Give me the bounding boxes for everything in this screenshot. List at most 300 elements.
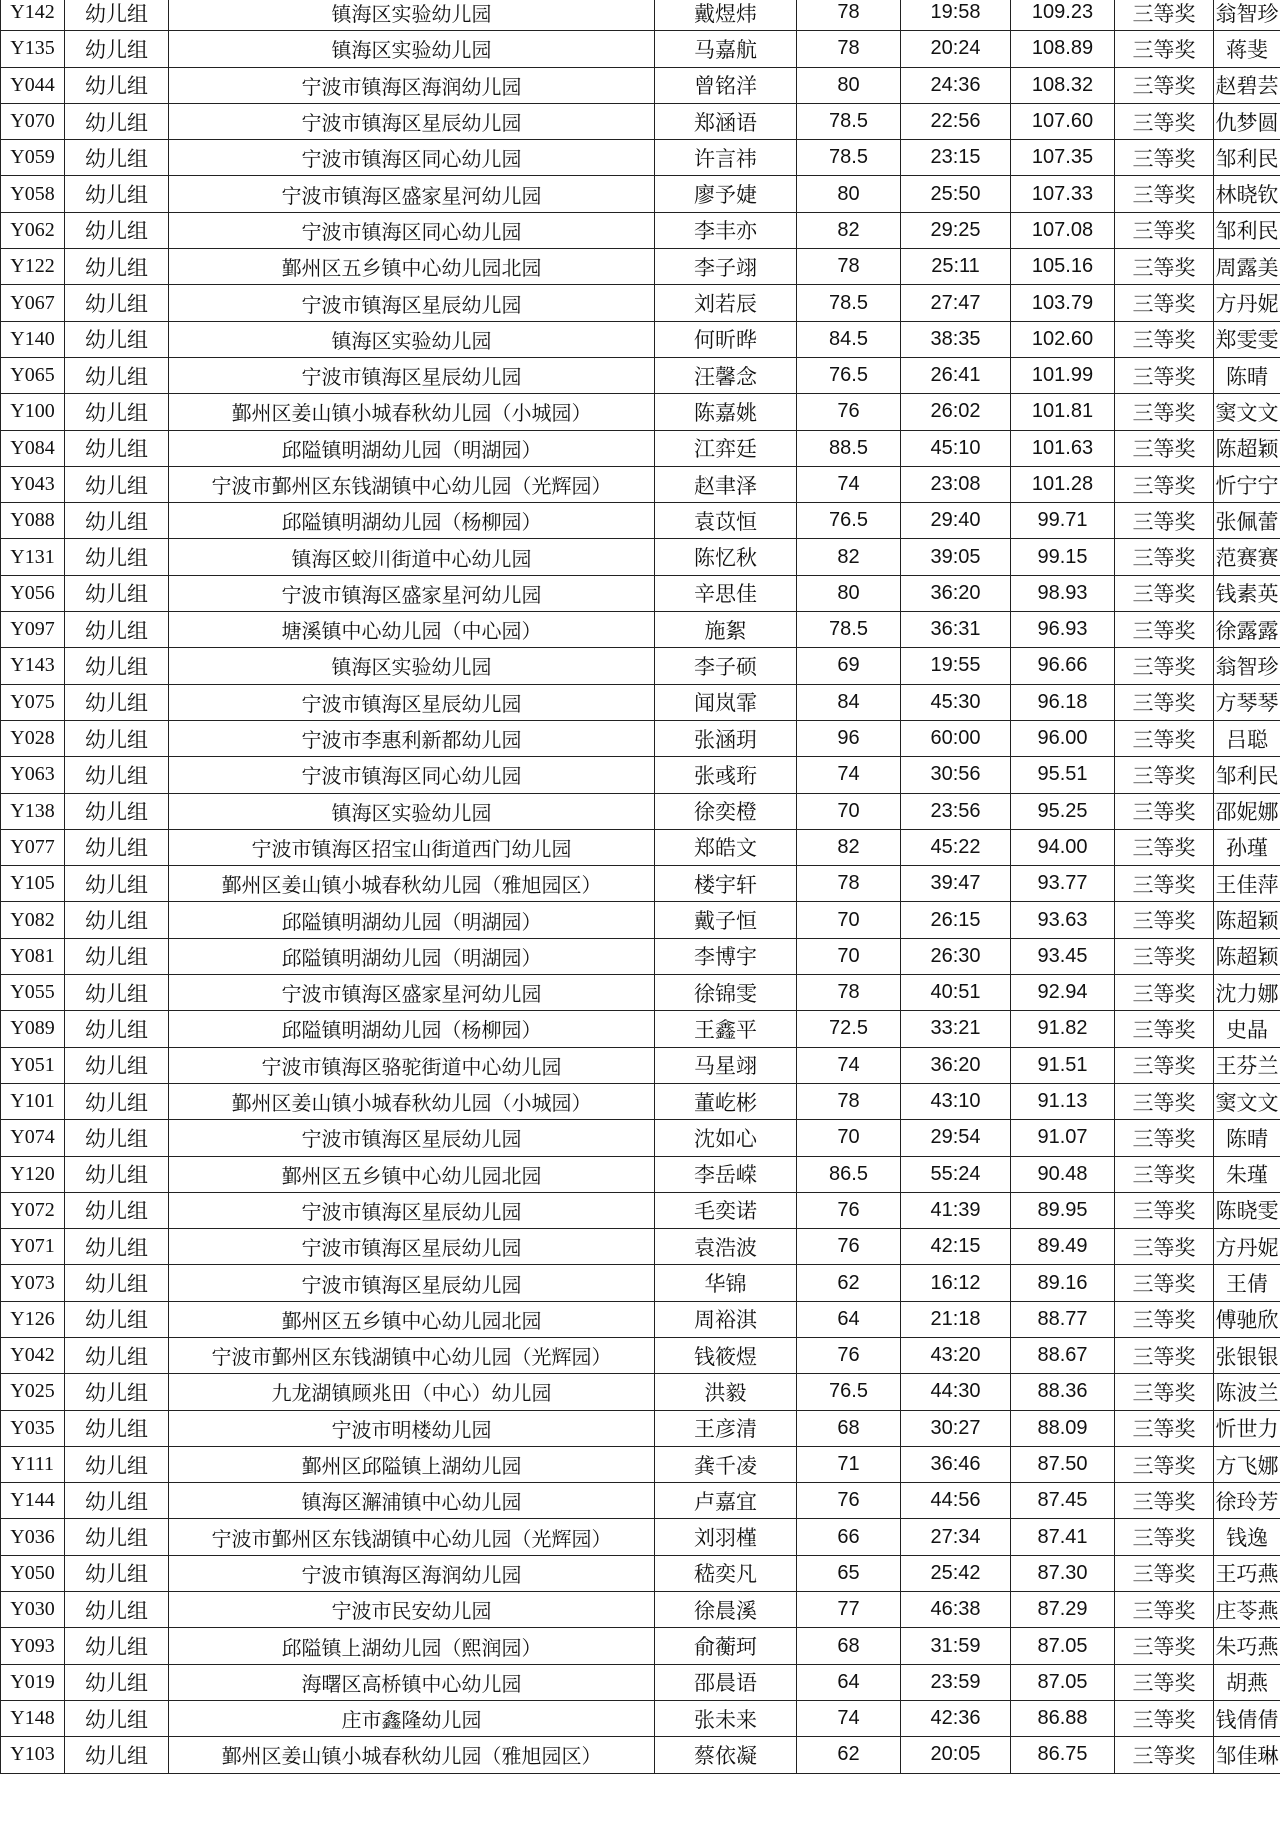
cell-name: 曾铭洋 <box>655 67 797 103</box>
cell-id: Y120 <box>1 1156 65 1192</box>
cell-id: Y135 <box>1 31 65 67</box>
cell-id: Y077 <box>1 829 65 865</box>
cell-group: 幼儿组 <box>65 757 169 793</box>
cell-teacher: 陈波兰 <box>1214 1374 1280 1410</box>
cell-school: 鄞州区姜山镇小城春秋幼儿园（小城园） <box>169 1083 655 1119</box>
cell-teacher: 钱逸 <box>1214 1519 1280 1555</box>
cell-school: 宁波市镇海区盛家星河幼儿园 <box>169 975 655 1011</box>
cell-name: 华锦 <box>655 1265 797 1301</box>
cell-group: 幼儿组 <box>65 793 169 829</box>
cell-group: 幼儿组 <box>65 1156 169 1192</box>
cell-group: 幼儿组 <box>65 1337 169 1373</box>
cell-school: 宁波市镇海区骆驼街道中心幼儿园 <box>169 1047 655 1083</box>
cell-id: Y088 <box>1 503 65 539</box>
cell-award: 三等奖 <box>1115 212 1214 248</box>
table-row <box>1 938 1280 974</box>
cell-group: 幼儿组 <box>65 1083 169 1119</box>
cell-total: 108.89 <box>1011 31 1115 67</box>
cell-total: 95.25 <box>1011 793 1115 829</box>
cell-total: 93.77 <box>1011 866 1115 902</box>
cell-teacher: 王倩 <box>1214 1265 1280 1301</box>
cell-total: 91.82 <box>1011 1011 1115 1047</box>
cell-teacher: 忻世力 <box>1214 1410 1280 1446</box>
cell-teacher: 钱素英 <box>1214 575 1280 611</box>
cell-name: 董屹彬 <box>655 1083 797 1119</box>
cell-group: 幼儿组 <box>65 466 169 502</box>
table-row <box>1 1265 1280 1301</box>
table-row <box>1 394 1280 430</box>
cell-teacher: 胡燕 <box>1214 1664 1280 1700</box>
cell-award: 三等奖 <box>1115 612 1214 648</box>
cell-id: Y140 <box>1 321 65 357</box>
cell-id: Y089 <box>1 1011 65 1047</box>
table-row <box>1 575 1280 611</box>
cell-time: 46:38 <box>901 1592 1011 1628</box>
cell-award: 三等奖 <box>1115 1592 1214 1628</box>
cell-total: 96.66 <box>1011 648 1115 684</box>
table-row <box>1 1700 1280 1736</box>
cell-score: 64 <box>797 1664 901 1700</box>
cell-score: 76.5 <box>797 357 901 393</box>
cell-time: 36:31 <box>901 612 1011 648</box>
cell-total: 101.99 <box>1011 357 1115 393</box>
cell-name: 李子硕 <box>655 648 797 684</box>
cell-id: Y097 <box>1 612 65 648</box>
cell-name: 马星翊 <box>655 1047 797 1083</box>
cell-award: 三等奖 <box>1115 1229 1214 1265</box>
cell-total: 87.45 <box>1011 1483 1115 1519</box>
table-row <box>1 357 1280 393</box>
cell-id: Y148 <box>1 1700 65 1736</box>
cell-school: 镇海区实验幼儿园 <box>169 793 655 829</box>
cell-total: 96.93 <box>1011 612 1115 648</box>
cell-time: 44:56 <box>901 1483 1011 1519</box>
cell-score: 86.5 <box>797 1156 901 1192</box>
cell-group: 幼儿组 <box>65 539 169 575</box>
table-row <box>1 1592 1280 1628</box>
cell-time: 27:34 <box>901 1519 1011 1555</box>
cell-teacher: 仇梦圆 <box>1214 103 1280 139</box>
cell-group: 幼儿组 <box>65 249 169 285</box>
cell-name: 洪毅 <box>655 1374 797 1410</box>
cell-name: 马嘉航 <box>655 31 797 67</box>
cell-school: 宁波市镇海区同心幼儿园 <box>169 757 655 793</box>
cell-total: 90.48 <box>1011 1156 1115 1192</box>
table-row <box>1 902 1280 938</box>
table-row <box>1 1337 1280 1373</box>
cell-group: 幼儿组 <box>65 612 169 648</box>
cell-id: Y051 <box>1 1047 65 1083</box>
cell-id: Y111 <box>1 1446 65 1482</box>
cell-name: 毛奕诺 <box>655 1192 797 1228</box>
cell-time: 30:56 <box>901 757 1011 793</box>
cell-teacher: 方丹妮 <box>1214 285 1280 321</box>
cell-teacher: 孙瑾 <box>1214 829 1280 865</box>
cell-total: 93.45 <box>1011 938 1115 974</box>
cell-school: 塘溪镇中心幼儿园（中心园） <box>169 612 655 648</box>
cell-teacher: 徐露露 <box>1214 612 1280 648</box>
cell-group: 幼儿组 <box>65 1555 169 1591</box>
cell-teacher: 王巧燕 <box>1214 1555 1280 1591</box>
table-row <box>1 1664 1280 1700</box>
cell-teacher: 郑雯雯 <box>1214 321 1280 357</box>
cell-id: Y082 <box>1 902 65 938</box>
cell-name: 周裕淇 <box>655 1301 797 1337</box>
cell-group: 幼儿组 <box>65 1011 169 1047</box>
cell-id: Y081 <box>1 938 65 974</box>
cell-total: 91.51 <box>1011 1047 1115 1083</box>
cell-score: 68 <box>797 1410 901 1446</box>
cell-score: 80 <box>797 176 901 212</box>
table-row <box>1 103 1280 139</box>
cell-score: 78 <box>797 1083 901 1119</box>
cell-teacher: 方飞娜 <box>1214 1446 1280 1482</box>
cell-name: 邵晨语 <box>655 1664 797 1700</box>
cell-teacher: 徐玲芳 <box>1214 1483 1280 1519</box>
cell-teacher: 邹佳琳 <box>1214 1737 1280 1773</box>
cell-school: 宁波市镇海区海润幼儿园 <box>169 67 655 103</box>
cell-total: 92.94 <box>1011 975 1115 1011</box>
cell-award: 三等奖 <box>1115 1011 1214 1047</box>
cell-name: 龚千凌 <box>655 1446 797 1482</box>
table-row <box>1 466 1280 502</box>
cell-time: 20:05 <box>901 1737 1011 1773</box>
cell-teacher: 方丹妮 <box>1214 1229 1280 1265</box>
cell-school: 宁波市鄞州区东钱湖镇中心幼儿园（光辉园） <box>169 1337 655 1373</box>
cell-award: 三等奖 <box>1115 648 1214 684</box>
cell-group: 幼儿组 <box>65 140 169 176</box>
cell-score: 65 <box>797 1555 901 1591</box>
cell-teacher: 张佩蕾 <box>1214 503 1280 539</box>
cell-score: 71 <box>797 1446 901 1482</box>
table-row <box>1 866 1280 902</box>
cell-score: 76.5 <box>797 503 901 539</box>
cell-school: 鄞州区五乡镇中心幼儿园北园 <box>169 1156 655 1192</box>
cell-total: 107.08 <box>1011 212 1115 248</box>
cell-award: 三等奖 <box>1115 539 1214 575</box>
cell-total: 86.88 <box>1011 1700 1115 1736</box>
cell-score: 76 <box>797 1483 901 1519</box>
cell-score: 76.5 <box>797 1374 901 1410</box>
cell-school: 宁波市镇海区星辰幼儿园 <box>169 1120 655 1156</box>
cell-total: 103.79 <box>1011 285 1115 321</box>
cell-score: 62 <box>797 1737 901 1773</box>
cell-school: 宁波市镇海区星辰幼儿园 <box>169 285 655 321</box>
cell-school: 宁波市镇海区星辰幼儿园 <box>169 357 655 393</box>
cell-teacher: 陈超颖 <box>1214 902 1280 938</box>
cell-total: 96.00 <box>1011 720 1115 756</box>
cell-award: 三等奖 <box>1115 829 1214 865</box>
cell-group: 幼儿组 <box>65 321 169 357</box>
cell-score: 78 <box>797 249 901 285</box>
cell-score: 78 <box>797 31 901 67</box>
table-row <box>1 539 1280 575</box>
table-row <box>1 612 1280 648</box>
cell-time: 26:15 <box>901 902 1011 938</box>
cell-teacher: 范赛赛 <box>1214 539 1280 575</box>
cell-award: 三等奖 <box>1115 1483 1214 1519</box>
cell-total: 87.50 <box>1011 1446 1115 1482</box>
cell-group: 幼儿组 <box>65 1664 169 1700</box>
cell-name: 俞蘅珂 <box>655 1628 797 1664</box>
cell-id: Y030 <box>1 1592 65 1628</box>
cell-name: 张彧珩 <box>655 757 797 793</box>
cell-school: 邱隘镇明湖幼儿园（明湖园） <box>169 430 655 466</box>
cell-group: 幼儿组 <box>65 975 169 1011</box>
cell-total: 86.75 <box>1011 1737 1115 1773</box>
cell-score: 76 <box>797 1192 901 1228</box>
cell-time: 33:21 <box>901 1011 1011 1047</box>
cell-school: 宁波市民安幼儿园 <box>169 1592 655 1628</box>
cell-time: 36:46 <box>901 1446 1011 1482</box>
cell-total: 101.63 <box>1011 430 1115 466</box>
cell-name: 陈忆秋 <box>655 539 797 575</box>
cell-teacher: 邹利民 <box>1214 140 1280 176</box>
cell-teacher: 翁智珍 <box>1214 0 1280 31</box>
cell-award: 三等奖 <box>1115 1519 1214 1555</box>
cell-time: 40:51 <box>901 975 1011 1011</box>
cell-award: 三等奖 <box>1115 1700 1214 1736</box>
cell-group: 幼儿组 <box>65 0 169 31</box>
table-row <box>1 140 1280 176</box>
cell-total: 101.28 <box>1011 466 1115 502</box>
cell-award: 三等奖 <box>1115 575 1214 611</box>
cell-id: Y044 <box>1 67 65 103</box>
cell-group: 幼儿组 <box>65 1737 169 1773</box>
cell-teacher: 陈晴 <box>1214 357 1280 393</box>
cell-name: 何昕晔 <box>655 321 797 357</box>
cell-name: 袁浩波 <box>655 1229 797 1265</box>
cell-time: 27:47 <box>901 285 1011 321</box>
table-row <box>1 285 1280 321</box>
cell-id: Y093 <box>1 1628 65 1664</box>
cell-award: 三等奖 <box>1115 793 1214 829</box>
cell-time: 30:27 <box>901 1410 1011 1446</box>
cell-school: 鄞州区姜山镇小城春秋幼儿园（雅旭园区） <box>169 1737 655 1773</box>
cell-award: 三等奖 <box>1115 975 1214 1011</box>
cell-award: 三等奖 <box>1115 1265 1214 1301</box>
cell-name: 徐锦雯 <box>655 975 797 1011</box>
cell-teacher: 陈超颖 <box>1214 430 1280 466</box>
cell-time: 45:22 <box>901 829 1011 865</box>
table-row <box>1 1229 1280 1265</box>
cell-teacher: 林晓钦 <box>1214 176 1280 212</box>
cell-group: 幼儿组 <box>65 1265 169 1301</box>
cell-time: 22:56 <box>901 103 1011 139</box>
cell-id: Y058 <box>1 176 65 212</box>
cell-name: 闻岚霏 <box>655 684 797 720</box>
cell-teacher: 邵妮娜 <box>1214 793 1280 829</box>
cell-teacher: 忻宁宁 <box>1214 466 1280 502</box>
cell-id: Y036 <box>1 1519 65 1555</box>
cell-award: 三等奖 <box>1115 1446 1214 1482</box>
cell-school: 庄市鑫隆幼儿园 <box>169 1700 655 1736</box>
cell-total: 87.41 <box>1011 1519 1115 1555</box>
cell-id: Y073 <box>1 1265 65 1301</box>
cell-total: 99.71 <box>1011 503 1115 539</box>
cell-score: 82 <box>797 539 901 575</box>
cell-award: 三等奖 <box>1115 0 1214 31</box>
cell-id: Y105 <box>1 866 65 902</box>
cell-time: 20:24 <box>901 31 1011 67</box>
cell-id: Y065 <box>1 357 65 393</box>
cell-award: 三等奖 <box>1115 67 1214 103</box>
cell-id: Y062 <box>1 212 65 248</box>
cell-total: 108.32 <box>1011 67 1115 103</box>
cell-name: 戴子恒 <box>655 902 797 938</box>
cell-time: 39:47 <box>901 866 1011 902</box>
cell-group: 幼儿组 <box>65 720 169 756</box>
cell-group: 幼儿组 <box>65 1483 169 1519</box>
cell-school: 镇海区澥浦镇中心幼儿园 <box>169 1483 655 1519</box>
cell-group: 幼儿组 <box>65 648 169 684</box>
cell-total: 95.51 <box>1011 757 1115 793</box>
cell-score: 96 <box>797 720 901 756</box>
cell-group: 幼儿组 <box>65 103 169 139</box>
cell-school: 邱隘镇明湖幼儿园（杨柳园） <box>169 1011 655 1047</box>
cell-school: 宁波市鄞州区东钱湖镇中心幼儿园（光辉园） <box>169 466 655 502</box>
cell-award: 三等奖 <box>1115 176 1214 212</box>
cell-name: 江弈廷 <box>655 430 797 466</box>
cell-time: 25:50 <box>901 176 1011 212</box>
cell-time: 21:18 <box>901 1301 1011 1337</box>
cell-school: 宁波市镇海区海润幼儿园 <box>169 1555 655 1591</box>
cell-name: 钱筱煜 <box>655 1337 797 1373</box>
cell-group: 幼儿组 <box>65 285 169 321</box>
cell-score: 74 <box>797 466 901 502</box>
cell-award: 三等奖 <box>1115 1083 1214 1119</box>
cell-award: 三等奖 <box>1115 938 1214 974</box>
cell-total: 91.07 <box>1011 1120 1115 1156</box>
cell-award: 三等奖 <box>1115 357 1214 393</box>
cell-teacher: 窦文文 <box>1214 1083 1280 1119</box>
table-row <box>1 1519 1280 1555</box>
table-row <box>1 1047 1280 1083</box>
cell-time: 36:20 <box>901 575 1011 611</box>
table-row <box>1 1192 1280 1228</box>
cell-score: 70 <box>797 902 901 938</box>
table-row <box>1 249 1280 285</box>
cell-score: 88.5 <box>797 430 901 466</box>
cell-time: 23:08 <box>901 466 1011 502</box>
cell-time: 23:15 <box>901 140 1011 176</box>
cell-award: 三等奖 <box>1115 1047 1214 1083</box>
cell-score: 69 <box>797 648 901 684</box>
cell-total: 89.95 <box>1011 1192 1115 1228</box>
table-row <box>1 1628 1280 1664</box>
table-row <box>1 648 1280 684</box>
cell-score: 78.5 <box>797 612 901 648</box>
cell-group: 幼儿组 <box>65 829 169 865</box>
cell-score: 68 <box>797 1628 901 1664</box>
cell-total: 87.29 <box>1011 1592 1115 1628</box>
cell-teacher: 周露美 <box>1214 249 1280 285</box>
cell-teacher: 王芬兰 <box>1214 1047 1280 1083</box>
cell-teacher: 沈力娜 <box>1214 975 1280 1011</box>
cell-total: 94.00 <box>1011 829 1115 865</box>
cell-school: 宁波市镇海区星辰幼儿园 <box>169 684 655 720</box>
cell-score: 62 <box>797 1265 901 1301</box>
cell-time: 39:05 <box>901 539 1011 575</box>
cell-score: 82 <box>797 212 901 248</box>
cell-teacher: 史晶 <box>1214 1011 1280 1047</box>
cell-school: 宁波市镇海区盛家星河幼儿园 <box>169 176 655 212</box>
cell-time: 29:54 <box>901 1120 1011 1156</box>
cell-school: 宁波市镇海区招宝山街道西门幼儿园 <box>169 829 655 865</box>
cell-group: 幼儿组 <box>65 684 169 720</box>
table-row <box>1 321 1280 357</box>
table-row <box>1 1374 1280 1410</box>
cell-score: 84.5 <box>797 321 901 357</box>
cell-score: 80 <box>797 67 901 103</box>
cell-teacher: 邹利民 <box>1214 757 1280 793</box>
cell-group: 幼儿组 <box>65 1374 169 1410</box>
cell-group: 幼儿组 <box>65 1229 169 1265</box>
cell-school: 海曙区高桥镇中心幼儿园 <box>169 1664 655 1700</box>
cell-total: 102.60 <box>1011 321 1115 357</box>
cell-total: 107.60 <box>1011 103 1115 139</box>
cell-time: 19:58 <box>901 0 1011 31</box>
cell-name: 施絮 <box>655 612 797 648</box>
table-row <box>1 1737 1280 1773</box>
cell-school: 邱隘镇上湖幼儿园（熙润园） <box>169 1628 655 1664</box>
cell-award: 三等奖 <box>1115 31 1214 67</box>
cell-time: 55:24 <box>901 1156 1011 1192</box>
cell-time: 44:30 <box>901 1374 1011 1410</box>
cell-award: 三等奖 <box>1115 1410 1214 1446</box>
cell-name: 徐奕橙 <box>655 793 797 829</box>
cell-school: 宁波市镇海区星辰幼儿园 <box>169 103 655 139</box>
cell-score: 76 <box>797 394 901 430</box>
cell-award: 三等奖 <box>1115 103 1214 139</box>
cell-score: 76 <box>797 1229 901 1265</box>
cell-award: 三等奖 <box>1115 503 1214 539</box>
cell-id: Y126 <box>1 1301 65 1337</box>
cell-name: 沈如心 <box>655 1120 797 1156</box>
table-row <box>1 1083 1280 1119</box>
cell-school: 鄞州区邱隘镇上湖幼儿园 <box>169 1446 655 1482</box>
cell-total: 87.05 <box>1011 1664 1115 1700</box>
table-row <box>1 975 1280 1011</box>
cell-award: 三等奖 <box>1115 140 1214 176</box>
cell-group: 幼儿组 <box>65 1700 169 1736</box>
table-row <box>1 1555 1280 1591</box>
cell-award: 三等奖 <box>1115 1555 1214 1591</box>
cell-teacher: 陈晴 <box>1214 1120 1280 1156</box>
cell-time: 25:42 <box>901 1555 1011 1591</box>
cell-id: Y100 <box>1 394 65 430</box>
cell-award: 三等奖 <box>1115 1192 1214 1228</box>
cell-award: 三等奖 <box>1115 466 1214 502</box>
cell-school: 邱隘镇明湖幼儿园（明湖园） <box>169 938 655 974</box>
cell-id: Y138 <box>1 793 65 829</box>
table-row <box>1 67 1280 103</box>
cell-time: 45:10 <box>901 430 1011 466</box>
cell-group: 幼儿组 <box>65 430 169 466</box>
cell-score: 72.5 <box>797 1011 901 1047</box>
cell-score: 78.5 <box>797 140 901 176</box>
cell-id: Y056 <box>1 575 65 611</box>
cell-score: 78 <box>797 0 901 31</box>
cell-total: 107.35 <box>1011 140 1115 176</box>
cell-total: 98.93 <box>1011 575 1115 611</box>
table-row <box>1 212 1280 248</box>
table-row <box>1 31 1280 67</box>
cell-time: 26:30 <box>901 938 1011 974</box>
cell-school: 宁波市镇海区星辰幼儿园 <box>169 1192 655 1228</box>
cell-teacher: 张银银 <box>1214 1337 1280 1373</box>
cell-time: 19:55 <box>901 648 1011 684</box>
